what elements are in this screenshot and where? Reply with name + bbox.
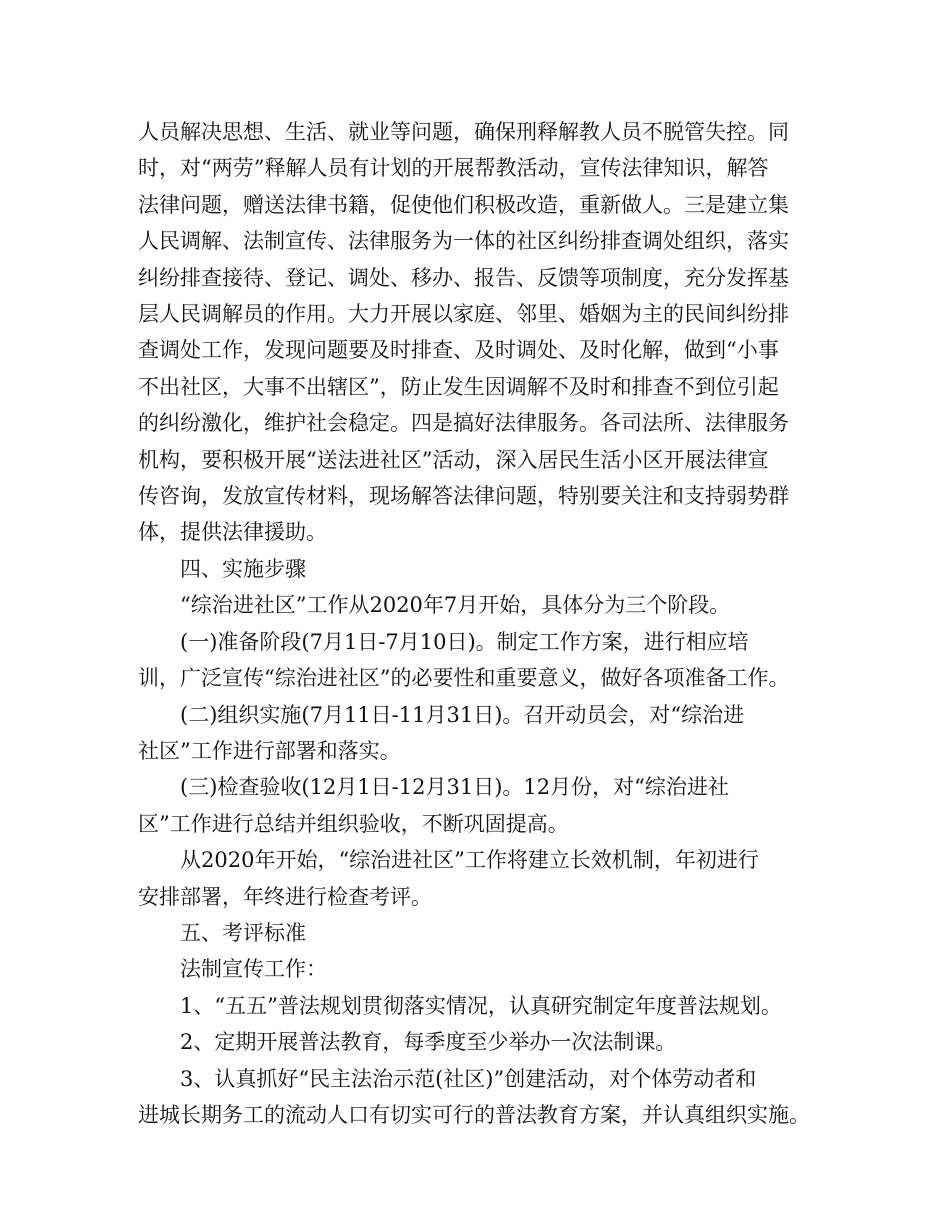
paragraph	[138, 842, 818, 915]
paragraph	[138, 587, 818, 623]
text-line: 1、“五五”普法规划贯彻落实情况，认真研究制定年度普法规划。	[180, 993, 782, 1018]
text-line: 人员解决思想、生活、就业等问题，确保刑释解教人员不脱管失控。同	[138, 120, 789, 144]
text-line: (三)检查验收(12月1日-12月31日)。12月份，对“综治进社	[180, 775, 729, 800]
list-item	[138, 1024, 818, 1060]
text-line: 从2020年开始，“综治进社区”工作将建立长效机制，年初进行	[180, 848, 759, 873]
text-line: 区”工作进行总结并组织验收，不断巩固提高。	[138, 811, 569, 836]
heading-text: 五、考评标准	[180, 920, 306, 945]
list-item	[138, 1061, 818, 1134]
paragraph	[138, 624, 818, 697]
paragraph	[138, 697, 818, 770]
subheading	[138, 951, 818, 987]
text-line: 体，提供法律援助。	[138, 520, 327, 545]
text-line: 安排部署，年终进行检查考评。	[138, 884, 432, 909]
text-line: 纠纷排查接待、登记、调处、移办、报告、反馈等项制度，充分发挥基	[138, 265, 789, 290]
list-item	[138, 988, 818, 1024]
text-line: 查调处工作，发现问题要及时排查、及时调处、及时化解，做到“小事	[138, 338, 779, 363]
text-line: 3、认真抓好“民主法治示范(社区)”创建活动，对个体劳动者和	[180, 1066, 757, 1091]
paragraph	[138, 114, 818, 551]
text-line: 的纠纷激化，维护社会稳定。四是搞好法律服务。各司法所、法律服务	[138, 411, 789, 436]
document-body	[138, 114, 818, 1133]
text-line: 进城长期务工的流动人口有切实可行的普法教育方案，并认真组织实施。	[138, 1102, 810, 1127]
section-heading	[138, 915, 818, 951]
text-line: (二)组织实施(7月11日-11月31日)。召开动员会，对“综治进	[180, 702, 745, 727]
text-line: 法律问题，赠送法律书籍，促使他们积极改造，重新做人。三是建立集	[138, 192, 789, 217]
text-line: 层人民调解员的作用。大力开展以家庭、邻里、婚姻为主的民间纠纷排	[138, 302, 789, 327]
section-heading	[138, 551, 818, 587]
text-line: 社区”工作进行部署和落实。	[138, 738, 401, 763]
text-line: 训，广泛宣传“综治进社区”的必要性和重要意义，做好各项准备工作。	[138, 666, 790, 691]
text-line: (一)准备阶段(7月1日-7月10日)。制定工作方案，进行相应培	[180, 629, 749, 654]
text-line: 人民调解、法制宣传、法律服务为一体的社区纠纷排查调处组织，落实	[138, 229, 789, 254]
subheading-text: 法制宣传工作：	[180, 957, 327, 982]
text-line: “综治进社区”工作从2020年7月开始，具体分为三个阶段。	[180, 593, 731, 618]
paragraph	[138, 769, 818, 842]
heading-text: 四、实施步骤	[180, 556, 306, 581]
text-line: 机构，要积极开展“送法进社区”活动，深入居民生活小区开展法律宣	[138, 447, 769, 472]
text-line: 2、定期开展普法教育，每季度至少举办一次法制课。	[180, 1030, 677, 1055]
text-line: 传咨询，发放宣传材料，现场解答法律问题，特别要关注和支持弱势群	[138, 484, 789, 509]
text-line: 不出社区，大事不出辖区”，防止发生因调解不及时和排查不到位引起	[138, 374, 779, 399]
text-line: 时，对“两劳”释解人员有计划的开展帮教活动，宣传法律知识，解答	[138, 156, 769, 181]
